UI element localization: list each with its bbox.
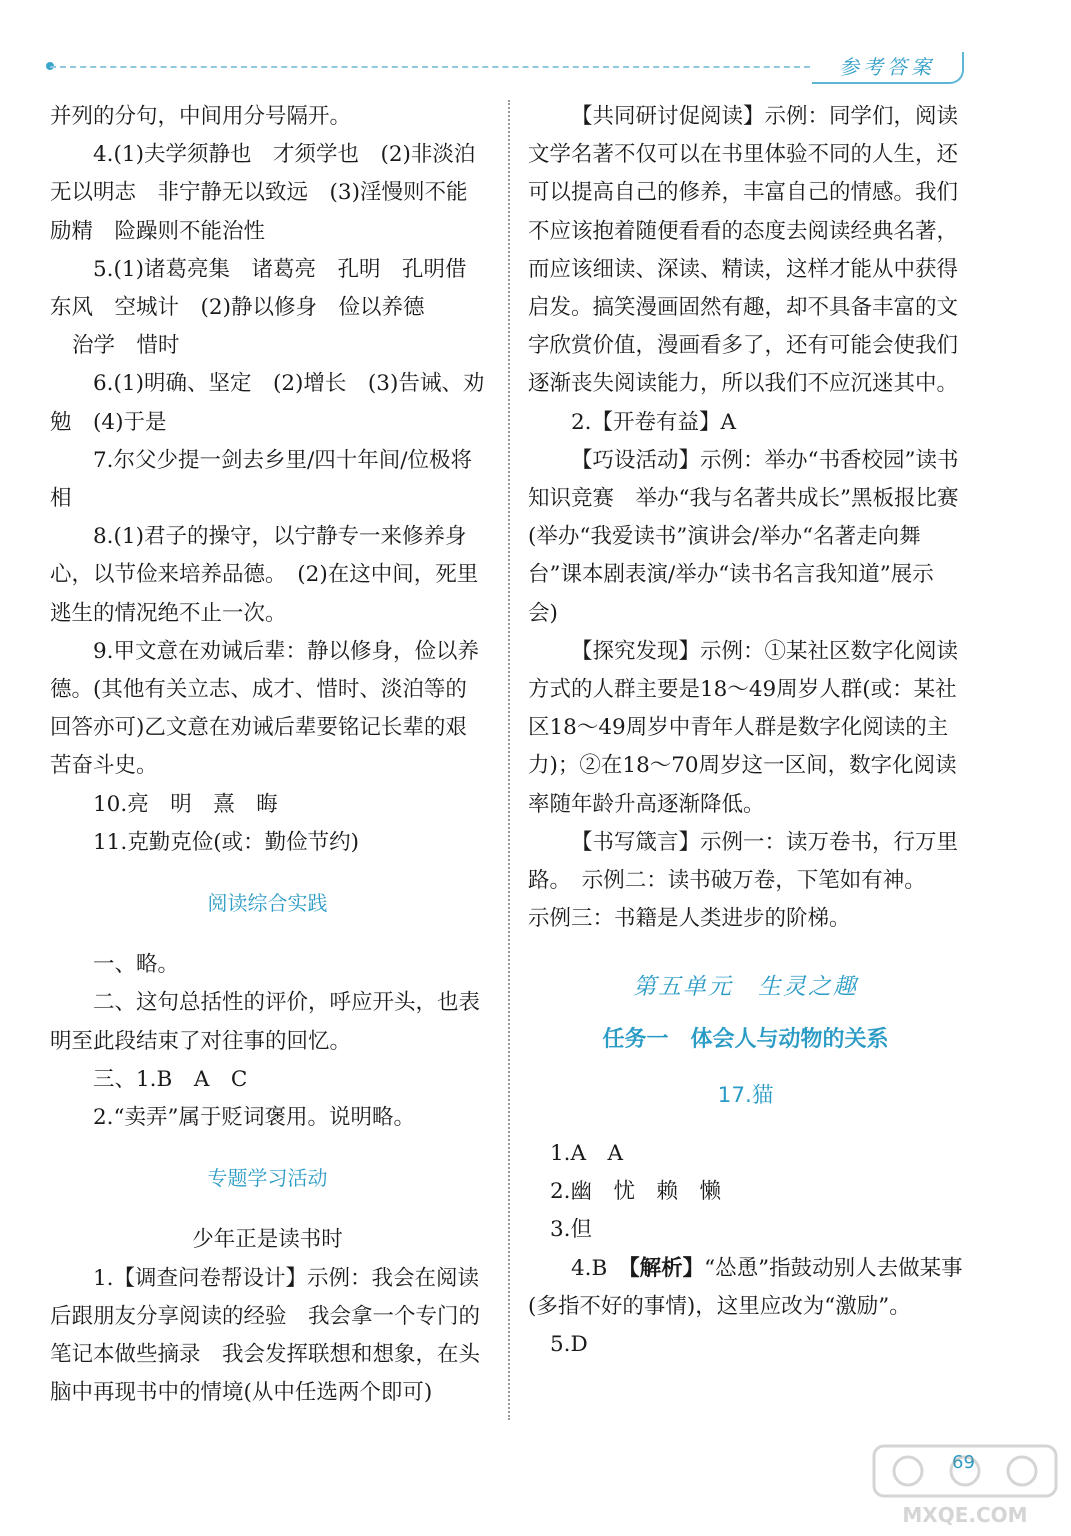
section-title-reading: 阅读综合实践 <box>207 891 328 916</box>
reading-2: 二、这句总括性的评价，呼应开头，也表明至此段结束了对往事的回忆。 <box>50 990 481 1054</box>
answer-10: 10.亮 明 熹 晦 <box>93 791 278 817</box>
answer-11: 11.克勤克俭(或：勤俭节约) <box>93 829 359 855</box>
inquiry: 【探究发现】示例：①某社区数字化阅读方式的人群主要是18～49周岁人群(或：某社区18～49周岁中青年人群是数字化阅读的主力)；②在18～70周岁这一区间，数字化阅读率随年龄升高逐渐降低。 <box>528 638 959 817</box>
header-label: 参考答案 <box>812 52 964 84</box>
header-rule <box>50 66 810 68</box>
answer-5: 5.(1)诸葛亮集 诸葛亮 孔明 孔明借东风 空城计 (2)静以修身 俭以养德 <box>50 256 467 321</box>
answer-9: 9.甲文意在劝诫后辈：静以修身，俭以养德。(其他有关立志、成才、惜时、淡泊等的回答亦可)乙文意在劝诫后辈要铭记长辈的艰苦奋斗史。 <box>50 638 480 779</box>
activity-design: 【巧设活动】示例：举办“书香校园”读书知识竞赛 举办“我与名著共成长”黑板报比赛(举办“我爱读书”演讲会/举办“名著走向舞台”课本剧表演/举办“读书名言我知道”展示会) <box>528 447 959 626</box>
cat-3: 3.但 <box>550 1217 593 1243</box>
unit-title: 第五单元 生灵之趣 <box>633 974 858 1001</box>
lesson-title: 17.猫 <box>717 1082 774 1108</box>
cat-4-analysis: “怂恿”指鼓动别人去做某事(多指不好的事情)，这里应改为“激励”。 <box>528 1255 963 1319</box>
section-title-activity: 专题学习活动 <box>207 1166 328 1191</box>
answer-7: 7.尔父少提一剑去乡里/四十年间/位极将相 <box>50 447 473 512</box>
answer-4: 4.(1)夫学须静也 才须学也 (2)非淡泊无以明志 非宁静无以致远 (3)淫慢则不能励精 险躁则不能治性 <box>50 142 476 244</box>
reading-1: 一、略。 <box>93 952 180 978</box>
left-column <box>50 98 485 1413</box>
activity-1: 1.【调查问卷帮设计】示例：我会在阅读后跟朋友分享阅读的经验 我会拿一个专门的笔记本做些摘录 我会发挥联想和想象，在头脑中再现书中的情境(从中任选两个即可) <box>50 1265 481 1406</box>
analysis-tag: 【解析】 <box>628 1255 705 1281</box>
task-title: 任务一 体会人与动物的关系 <box>602 1026 889 1052</box>
activity-subtitle: 少年正是读书时 <box>192 1227 343 1253</box>
motto: 【书写箴言】示例一：读万卷书，行万里路。 示例二：读书破万卷，下笔如有神。 <box>528 829 959 894</box>
cat-4 <box>528 1250 963 1326</box>
open-book: 2.【开卷有益】A <box>571 409 737 435</box>
page-number: 69 <box>952 1452 975 1473</box>
column-divider <box>508 100 510 1420</box>
reading-3: 三、1.B A C <box>93 1066 248 1092</box>
right-column <box>528 98 963 1364</box>
answer-8: 8.(1)君子的操守，以宁静专一来修养身心，以节俭来培养品德。 (2)在这中间，死里逃生的情况绝不止一次。 <box>50 524 479 626</box>
discussion: 【共同研讨促阅读】示例：同学们，阅读文学名著不仅可以在书里体验不同的人生，还可以提高自己的修养，丰富自己的情感。我们不应该抱着随便看看的态度去阅读经典名著，而应该细读、深读、精读，这样才能从中获得启发。搞笑漫画固然有趣，却不具备丰富的文字欣赏价值，漫画看多了，还有可能会使我们逐渐丧失阅读能力，所以我们不应沉迷其中。 <box>528 104 959 397</box>
answer-6: 6.(1)明确、坚定 (2)增长 (3)告诫、劝勉 (4)于是 <box>50 371 485 435</box>
answer-5-cont: 治学 惜时 <box>72 333 180 359</box>
watermark-text: MXQE.COM <box>902 1503 1028 1527</box>
cat-1: 1.A A <box>550 1141 624 1167</box>
cat-2: 2.幽 忧 赖 懒 <box>550 1179 722 1205</box>
watermark-logo <box>870 1440 1060 1530</box>
cat-5: 5.D <box>550 1332 588 1358</box>
motto-3: 示例三：书籍是人类进步的阶梯。 <box>528 906 851 932</box>
reading-4: 2.“卖弄”属于贬词褒用。说明略。 <box>93 1105 415 1131</box>
cat-4-answer: 4.B <box>571 1255 629 1281</box>
answer-line: 并列的分句，中间用分号隔开。 <box>50 104 352 129</box>
